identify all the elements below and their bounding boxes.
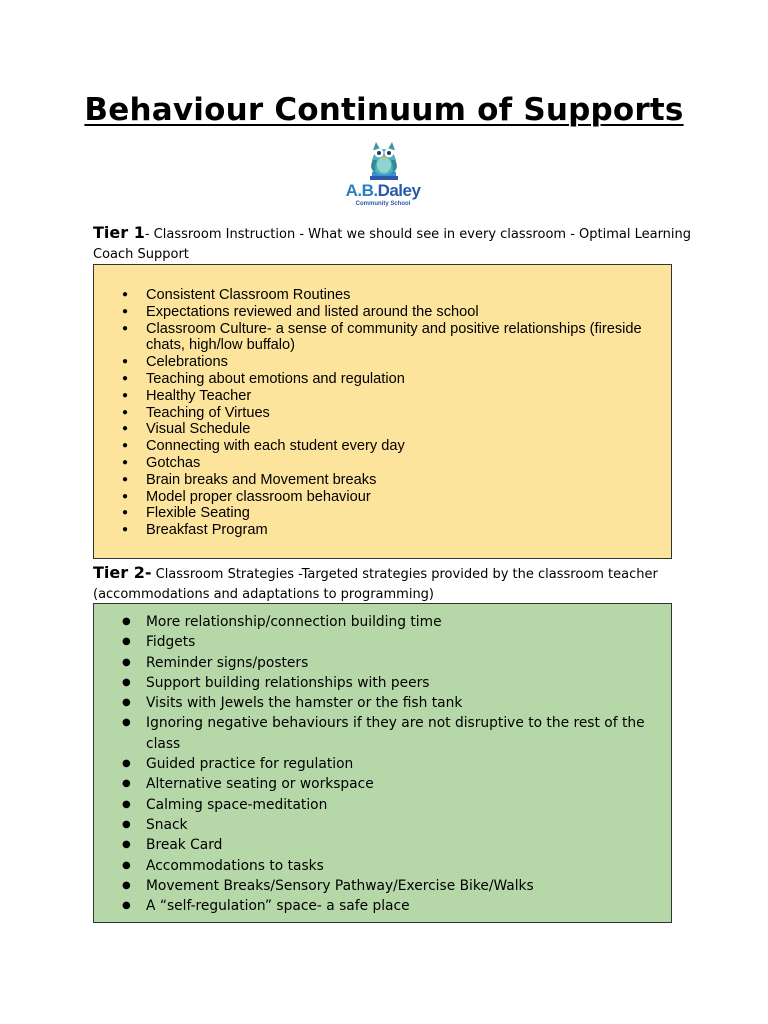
- tier1-list-item: [94, 472, 671, 489]
- list-item-text: Reminder signs/posters: [146, 654, 309, 671]
- bullet-icon: ●: [122, 473, 129, 485]
- bullet-icon: ●: [122, 356, 129, 368]
- list-item-text: Brain breaks and Movement breaks: [146, 471, 377, 488]
- list-item-text: More relationship/connection building time: [146, 614, 442, 630]
- bullet-icon: ●: [122, 372, 129, 384]
- list-item-text: Teaching of Virtues: [146, 404, 270, 421]
- tier1-list: [94, 287, 671, 539]
- list-item-text: Connecting with each student every day: [146, 438, 405, 455]
- bullet-icon: ●: [122, 717, 131, 729]
- owl-icon: [340, 138, 426, 184]
- list-item-text: Expectations reviewed and listed around the school: [146, 303, 479, 320]
- tier1-heading: [93, 223, 693, 265]
- tier2-box: [93, 603, 672, 923]
- bullet-icon: ●: [122, 676, 131, 688]
- list-item-text: Healthy Teacher: [146, 387, 252, 404]
- page-title: Behaviour Continuum of Supports: [84, 92, 684, 128]
- tier2-list-item: [94, 876, 671, 896]
- tier2-list-item: [94, 713, 671, 754]
- tier2-list-item: [94, 632, 671, 652]
- tier1-label: Tier 1: [93, 223, 145, 242]
- tier1-list-item: [94, 522, 671, 539]
- list-item-text: Ignoring negative behaviours if they are not disruptive to the rest of the class: [146, 715, 645, 752]
- tier1-list-item: [94, 405, 671, 422]
- list-item-text: Model proper classroom behaviour: [146, 488, 371, 505]
- list-item-text: Breakfast Program: [146, 522, 268, 539]
- tier1-list-item: [94, 489, 671, 506]
- bullet-icon: ●: [122, 322, 129, 334]
- bullet-icon: ●: [122, 524, 129, 536]
- bullet-icon: ●: [122, 289, 129, 300]
- tier1-list-item: [94, 455, 671, 472]
- list-item-text: Gotchas: [146, 454, 201, 471]
- list-item-text: Visits with Jewels the hamster or the fish tank: [146, 695, 463, 712]
- list-item-text: Snack: [146, 816, 188, 833]
- bullet-icon: ●: [122, 507, 129, 519]
- tier1-list-item: [94, 354, 671, 371]
- bullet-icon: ●: [122, 818, 131, 830]
- list-item-text: Support building relationships with peers: [146, 674, 430, 691]
- bullet-icon: ●: [122, 616, 131, 627]
- bullet-icon: ●: [122, 389, 129, 401]
- bullet-icon: ●: [122, 305, 129, 317]
- bullet-icon: ●: [122, 440, 129, 452]
- tier2-list: [94, 612, 671, 916]
- list-item-text: Calming space-meditation: [146, 796, 328, 813]
- tier1-list-item: [94, 371, 671, 388]
- tier1-description: - Classroom Instruction - What we should see in every classroom - Optimal Learning Coach Support: [93, 227, 692, 262]
- bullet-icon: ●: [122, 406, 129, 418]
- tier2-list-item: [94, 774, 671, 794]
- list-item-text: Celebrations: [146, 354, 228, 371]
- tier1-list-item: [94, 287, 671, 304]
- bullet-icon: ●: [122, 879, 131, 891]
- bullet-icon: ●: [122, 758, 131, 770]
- list-item-text: Teaching about emotions and regulation: [146, 370, 405, 387]
- tier2-list-item: [94, 754, 671, 774]
- tier2-description: Classroom Strategies -Targeted strategies provided by the classroom teacher (accommodations and adaptations to programming): [93, 567, 658, 602]
- school-logo: [340, 138, 426, 214]
- tier1-box: [93, 264, 672, 559]
- tier2-list-item: [94, 693, 671, 713]
- tier2-list-item: [94, 896, 671, 916]
- bullet-icon: ●: [122, 839, 131, 851]
- bullet-icon: ●: [122, 900, 131, 912]
- tier2-list-item: [94, 612, 671, 632]
- tier2-list-item: [94, 795, 671, 815]
- bullet-icon: ●: [122, 456, 129, 468]
- tier1-list-item: [94, 388, 671, 405]
- list-item-text: Visual Schedule: [146, 421, 251, 438]
- list-item-text: Accommodations to tasks: [146, 857, 324, 874]
- tier2-list-item: [94, 835, 671, 855]
- bullet-icon: ●: [122, 697, 131, 709]
- bullet-icon: ●: [122, 656, 131, 668]
- tier2-label: Tier 2-: [93, 563, 152, 582]
- logo-wordmark: A.B.Daley: [345, 181, 421, 200]
- tier1-list-item: [94, 321, 671, 355]
- tier2-list-item: [94, 673, 671, 693]
- list-item-text: Guided practice for regulation: [146, 756, 354, 773]
- tier2-heading: [93, 563, 693, 605]
- bullet-icon: ●: [122, 636, 131, 648]
- bullet-icon: ●: [122, 859, 131, 871]
- tier1-list-item: [94, 304, 671, 321]
- list-item-text: Classroom Culture- a sense of community and positive relationships (fireside chats, high/low buffalo): [146, 320, 642, 354]
- list-item-text: Break Card: [146, 837, 223, 854]
- tier1-list-item: [94, 421, 671, 438]
- list-item-text: Fidgets: [146, 634, 196, 651]
- bullet-icon: ●: [122, 798, 131, 810]
- tier1-list-item: [94, 505, 671, 522]
- tier2-list-item: [94, 856, 671, 876]
- list-item-text: Movement Breaks/Sensory Pathway/Exercise Bike/Walks: [146, 877, 534, 894]
- list-item-text: A “self-regulation” space- a safe place: [146, 898, 410, 915]
- tier2-list-item: [94, 815, 671, 835]
- logo-subtitle: Community School: [355, 201, 411, 207]
- bullet-icon: ●: [122, 778, 131, 790]
- tier1-list-item: [94, 438, 671, 455]
- bullet-icon: ●: [122, 490, 129, 502]
- tier2-list-item: [94, 653, 671, 673]
- list-item-text: Consistent Classroom Routines: [146, 287, 351, 303]
- list-item-text: Alternative seating or workspace: [146, 776, 374, 793]
- bullet-icon: ●: [122, 423, 129, 435]
- list-item-text: Flexible Seating: [146, 505, 250, 522]
